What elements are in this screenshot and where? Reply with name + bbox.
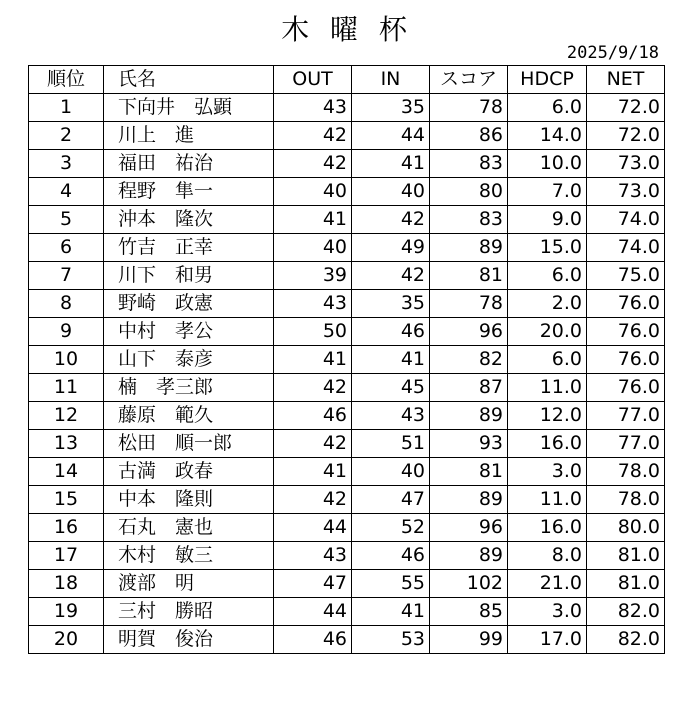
header-row (29, 66, 665, 94)
out-cell: 50 (274, 318, 352, 346)
in-cell: 43 (352, 402, 430, 430)
rank-cell: 6 (29, 234, 104, 262)
score-cell: 82 (430, 346, 508, 374)
hdcp-cell: 7.0 (508, 178, 587, 206)
rank-cell: 12 (29, 402, 104, 430)
table-row (29, 346, 665, 374)
score-cell: 99 (430, 626, 508, 654)
net-cell: 74.0 (587, 234, 665, 262)
score-cell: 89 (430, 234, 508, 262)
hdcp-cell: 2.0 (508, 290, 587, 318)
hdcp-cell: 15.0 (508, 234, 587, 262)
net-cell: 77.0 (587, 430, 665, 458)
out-cell: 46 (274, 402, 352, 430)
table-row (29, 290, 665, 318)
score-cell: 81 (430, 262, 508, 290)
in-cell: 42 (352, 262, 430, 290)
in-cell: 45 (352, 374, 430, 402)
player-name-cell: 福田 祐治 (104, 150, 274, 178)
hdcp-cell: 17.0 (508, 626, 587, 654)
table-row (29, 94, 665, 122)
table-row (29, 570, 665, 598)
net-cell: 78.0 (587, 486, 665, 514)
net-cell: 81.0 (587, 570, 665, 598)
net-cell: 76.0 (587, 374, 665, 402)
net-cell: 73.0 (587, 150, 665, 178)
header-in: IN (352, 66, 430, 94)
in-cell: 44 (352, 122, 430, 150)
header-score: スコア (430, 66, 508, 94)
player-name-cell: 石丸 憲也 (104, 514, 274, 542)
page-title: 木 曜 杯 (281, 13, 413, 46)
in-cell: 46 (352, 318, 430, 346)
in-cell: 53 (352, 626, 430, 654)
in-cell: 49 (352, 234, 430, 262)
player-name-cell: 中村 孝公 (104, 318, 274, 346)
in-cell: 46 (352, 542, 430, 570)
player-name-cell: 古満 政春 (104, 458, 274, 486)
in-cell: 47 (352, 486, 430, 514)
out-cell: 44 (274, 514, 352, 542)
hdcp-cell: 14.0 (508, 122, 587, 150)
table-row (29, 514, 665, 542)
table-row (29, 430, 665, 458)
out-cell: 42 (274, 150, 352, 178)
net-cell: 76.0 (587, 290, 665, 318)
in-cell: 55 (352, 570, 430, 598)
score-cell: 89 (430, 402, 508, 430)
score-cell: 96 (430, 514, 508, 542)
hdcp-cell: 6.0 (508, 262, 587, 290)
rank-cell: 9 (29, 318, 104, 346)
player-name-cell: 竹吉 正幸 (104, 234, 274, 262)
rank-cell: 16 (29, 514, 104, 542)
out-cell: 46 (274, 626, 352, 654)
player-name-cell: 明賀 俊治 (104, 626, 274, 654)
player-name-cell: 木村 敏三 (104, 542, 274, 570)
out-cell: 43 (274, 290, 352, 318)
hdcp-cell: 3.0 (508, 458, 587, 486)
rank-cell: 7 (29, 262, 104, 290)
table-row (29, 374, 665, 402)
hdcp-cell: 11.0 (508, 374, 587, 402)
header-rank: 順位 (29, 66, 104, 94)
rank-cell: 15 (29, 486, 104, 514)
net-cell: 72.0 (587, 122, 665, 150)
in-cell: 40 (352, 458, 430, 486)
score-cell: 89 (430, 486, 508, 514)
header-hdcp: HDCP (508, 66, 587, 94)
out-cell: 43 (274, 94, 352, 122)
score-cell: 102 (430, 570, 508, 598)
net-cell: 72.0 (587, 94, 665, 122)
rank-cell: 17 (29, 542, 104, 570)
rank-cell: 19 (29, 598, 104, 626)
rank-cell: 4 (29, 178, 104, 206)
score-cell: 96 (430, 318, 508, 346)
out-cell: 40 (274, 178, 352, 206)
results-table (28, 65, 665, 654)
out-cell: 39 (274, 262, 352, 290)
out-cell: 42 (274, 430, 352, 458)
out-cell: 41 (274, 206, 352, 234)
player-name-cell: 楠 孝三郎 (104, 374, 274, 402)
rank-cell: 11 (29, 374, 104, 402)
hdcp-cell: 6.0 (508, 94, 587, 122)
rank-cell: 10 (29, 346, 104, 374)
score-cell: 89 (430, 542, 508, 570)
hdcp-cell: 3.0 (508, 598, 587, 626)
net-cell: 73.0 (587, 178, 665, 206)
hdcp-cell: 9.0 (508, 206, 587, 234)
net-cell: 80.0 (587, 514, 665, 542)
net-cell: 76.0 (587, 318, 665, 346)
out-cell: 41 (274, 458, 352, 486)
score-cell: 85 (430, 598, 508, 626)
out-cell: 41 (274, 346, 352, 374)
net-cell: 82.0 (587, 598, 665, 626)
in-cell: 41 (352, 346, 430, 374)
out-cell: 42 (274, 122, 352, 150)
event-date: 2025/9/18 (566, 43, 659, 63)
hdcp-cell: 6.0 (508, 346, 587, 374)
out-cell: 47 (274, 570, 352, 598)
table-row (29, 486, 665, 514)
table-row (29, 626, 665, 654)
player-name-cell: 中本 隆則 (104, 486, 274, 514)
score-cell: 80 (430, 178, 508, 206)
out-cell: 42 (274, 486, 352, 514)
score-cell: 78 (430, 94, 508, 122)
out-cell: 40 (274, 234, 352, 262)
net-cell: 75.0 (587, 262, 665, 290)
rank-cell: 18 (29, 570, 104, 598)
net-cell: 82.0 (587, 626, 665, 654)
score-cell: 93 (430, 430, 508, 458)
net-cell: 78.0 (587, 458, 665, 486)
player-name-cell: 川下 和男 (104, 262, 274, 290)
table-row (29, 178, 665, 206)
in-cell: 51 (352, 430, 430, 458)
hdcp-cell: 8.0 (508, 542, 587, 570)
player-name-cell: 程野 隼一 (104, 178, 274, 206)
rank-cell: 3 (29, 150, 104, 178)
player-name-cell: 川上 進 (104, 122, 274, 150)
in-cell: 35 (352, 94, 430, 122)
net-cell: 81.0 (587, 542, 665, 570)
rank-cell: 1 (29, 94, 104, 122)
in-cell: 41 (352, 150, 430, 178)
rank-cell: 13 (29, 430, 104, 458)
player-name-cell: 山下 泰彦 (104, 346, 274, 374)
in-cell: 42 (352, 206, 430, 234)
rank-cell: 20 (29, 626, 104, 654)
hdcp-cell: 10.0 (508, 150, 587, 178)
player-name-cell: 三村 勝昭 (104, 598, 274, 626)
score-cell: 86 (430, 122, 508, 150)
in-cell: 35 (352, 290, 430, 318)
player-name-cell: 藤原 範久 (104, 402, 274, 430)
net-cell: 74.0 (587, 206, 665, 234)
header-out: OUT (274, 66, 352, 94)
table-row (29, 402, 665, 430)
table-row (29, 542, 665, 570)
player-name-cell: 渡部 明 (104, 570, 274, 598)
in-cell: 41 (352, 598, 430, 626)
header-net: NET (587, 66, 665, 94)
score-cell: 83 (430, 206, 508, 234)
player-name-cell: 沖本 隆次 (104, 206, 274, 234)
net-cell: 77.0 (587, 402, 665, 430)
out-cell: 44 (274, 598, 352, 626)
table-row (29, 206, 665, 234)
score-cell: 87 (430, 374, 508, 402)
net-cell: 76.0 (587, 346, 665, 374)
header-name: 氏名 (104, 66, 274, 94)
table-row (29, 234, 665, 262)
player-name-cell: 野崎 政憲 (104, 290, 274, 318)
out-cell: 42 (274, 374, 352, 402)
rank-cell: 8 (29, 290, 104, 318)
hdcp-cell: 16.0 (508, 430, 587, 458)
score-cell: 81 (430, 458, 508, 486)
table-row (29, 458, 665, 486)
rank-cell: 2 (29, 122, 104, 150)
table-row (29, 122, 665, 150)
in-cell: 52 (352, 514, 430, 542)
table-row (29, 150, 665, 178)
score-cell: 78 (430, 290, 508, 318)
table-row (29, 262, 665, 290)
rank-cell: 14 (29, 458, 104, 486)
hdcp-cell: 21.0 (508, 570, 587, 598)
hdcp-cell: 20.0 (508, 318, 587, 346)
table-row (29, 318, 665, 346)
out-cell: 43 (274, 542, 352, 570)
player-name-cell: 松田 順一郎 (104, 430, 274, 458)
hdcp-cell: 16.0 (508, 514, 587, 542)
score-cell: 83 (430, 150, 508, 178)
table-row (29, 598, 665, 626)
rank-cell: 5 (29, 206, 104, 234)
in-cell: 40 (352, 178, 430, 206)
player-name-cell: 下向井 弘顕 (104, 94, 274, 122)
hdcp-cell: 12.0 (508, 402, 587, 430)
hdcp-cell: 11.0 (508, 486, 587, 514)
